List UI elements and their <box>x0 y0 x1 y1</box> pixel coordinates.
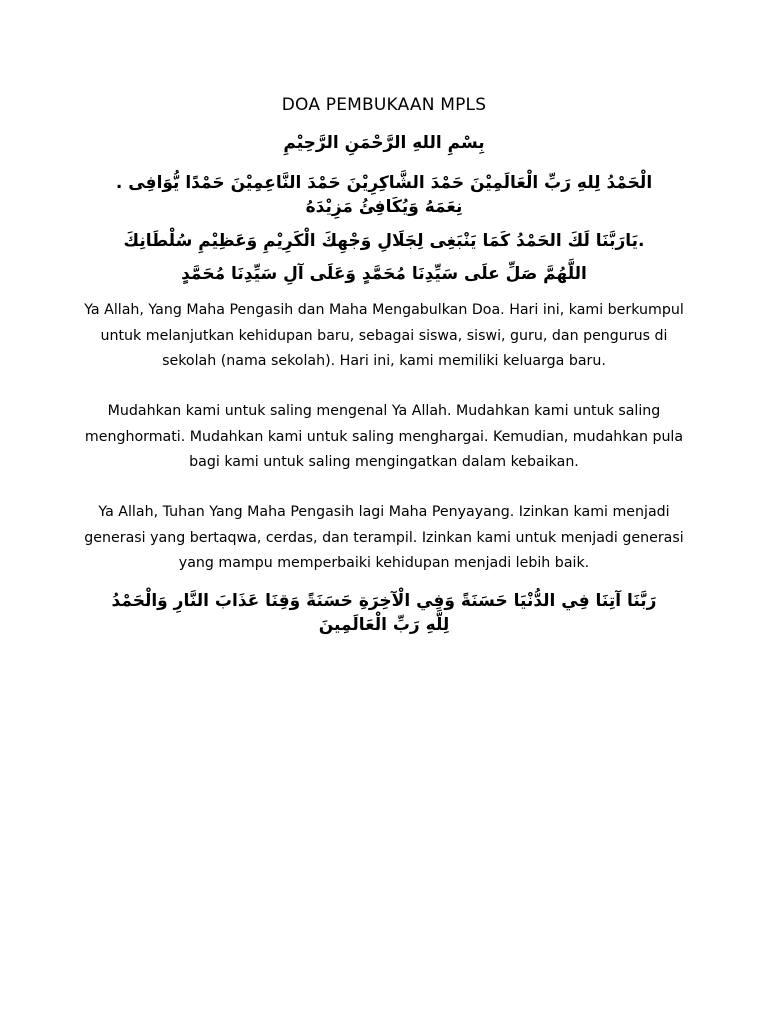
paragraph-text: Ya Allah, Tuhan Yang Maha Pengasih lagi Maha Penyayang. Izinkan kami menjadi generasi yang bertaqwa, cerdas, dan terampil. Izinkan kami untuk menjadi generasi yang mampu memperbaiki kehidupan menjadi lebih baik. <box>84 504 684 571</box>
arabic-hamdalah: الْحَمْدُ لِلهِ رَبِّ الْعَالَمِيْنَ حَمْدَ الشَّاكِرِيْنَ حَمْدَ النَّاعِمِيْنَ حَمْدًا يُّوَافِى . نِعَمَهُ وَيُكَافِئُ مَزِيْدَهُ <box>115 173 653 217</box>
arabic-basmalah: بِسْمِ اللهِ الرَّحْمَنِ الرَّحِيْمِ <box>283 133 485 153</box>
prayer-paragraph-3 <box>80 500 688 577</box>
document-title: DOA PEMBUKAAN MPLS <box>281 95 487 115</box>
paragraph-text: Ya Allah, Yang Maha Pengasih dan Maha Mengabulkan Doa. Hari ini, kami berkumpul untuk melanjutkan kehidupan baru, sebagai siswa, siswi, guru, dan pengurus di sekolah (nama sekolah). Hari ini, kami memiliki keluarga baru. <box>84 302 684 369</box>
prayer-paragraph-2 <box>80 399 688 476</box>
arabic-closing-prayer: رَبَّنَا آتِنَا فِي الدُّنْيَا حَسَنَةً وَفِي الْآخِرَةِ حَسَنَةً وَقِنَا عَذَابَ النَّارِ وَالْحَمْدُ لِلَّهِ رَبِّ الْعَالَمِينَ <box>111 591 657 635</box>
prayer-paragraph-1 <box>80 298 688 375</box>
arabic-praise: .يَارَبَّنَا لَكَ الحَمْدُ كَمَا يَنْبَغِى لِجَلَالِ وَجْهِكَ الْكَرِيْمِ وَعَظِيْمِ سُلْطَانِكَ <box>123 231 645 251</box>
paragraph-text: Mudahkan kami untuk saling mengenal Ya Allah. Mudahkan kami untuk saling menghormati. Mudahkan kami untuk saling menghargai. Kemudian, mudahkan pula bagi kami untuk saling mengingatkan dalam kebaikan. <box>84 403 684 470</box>
arabic-shalawat: اللَّهُمَّ صَلِّ علَى سَيِّدِنَا مُحَمَّدٍ وَعَلَى آلِ سَيِّدِنَا مُحَمَّدٍ <box>181 264 587 284</box>
